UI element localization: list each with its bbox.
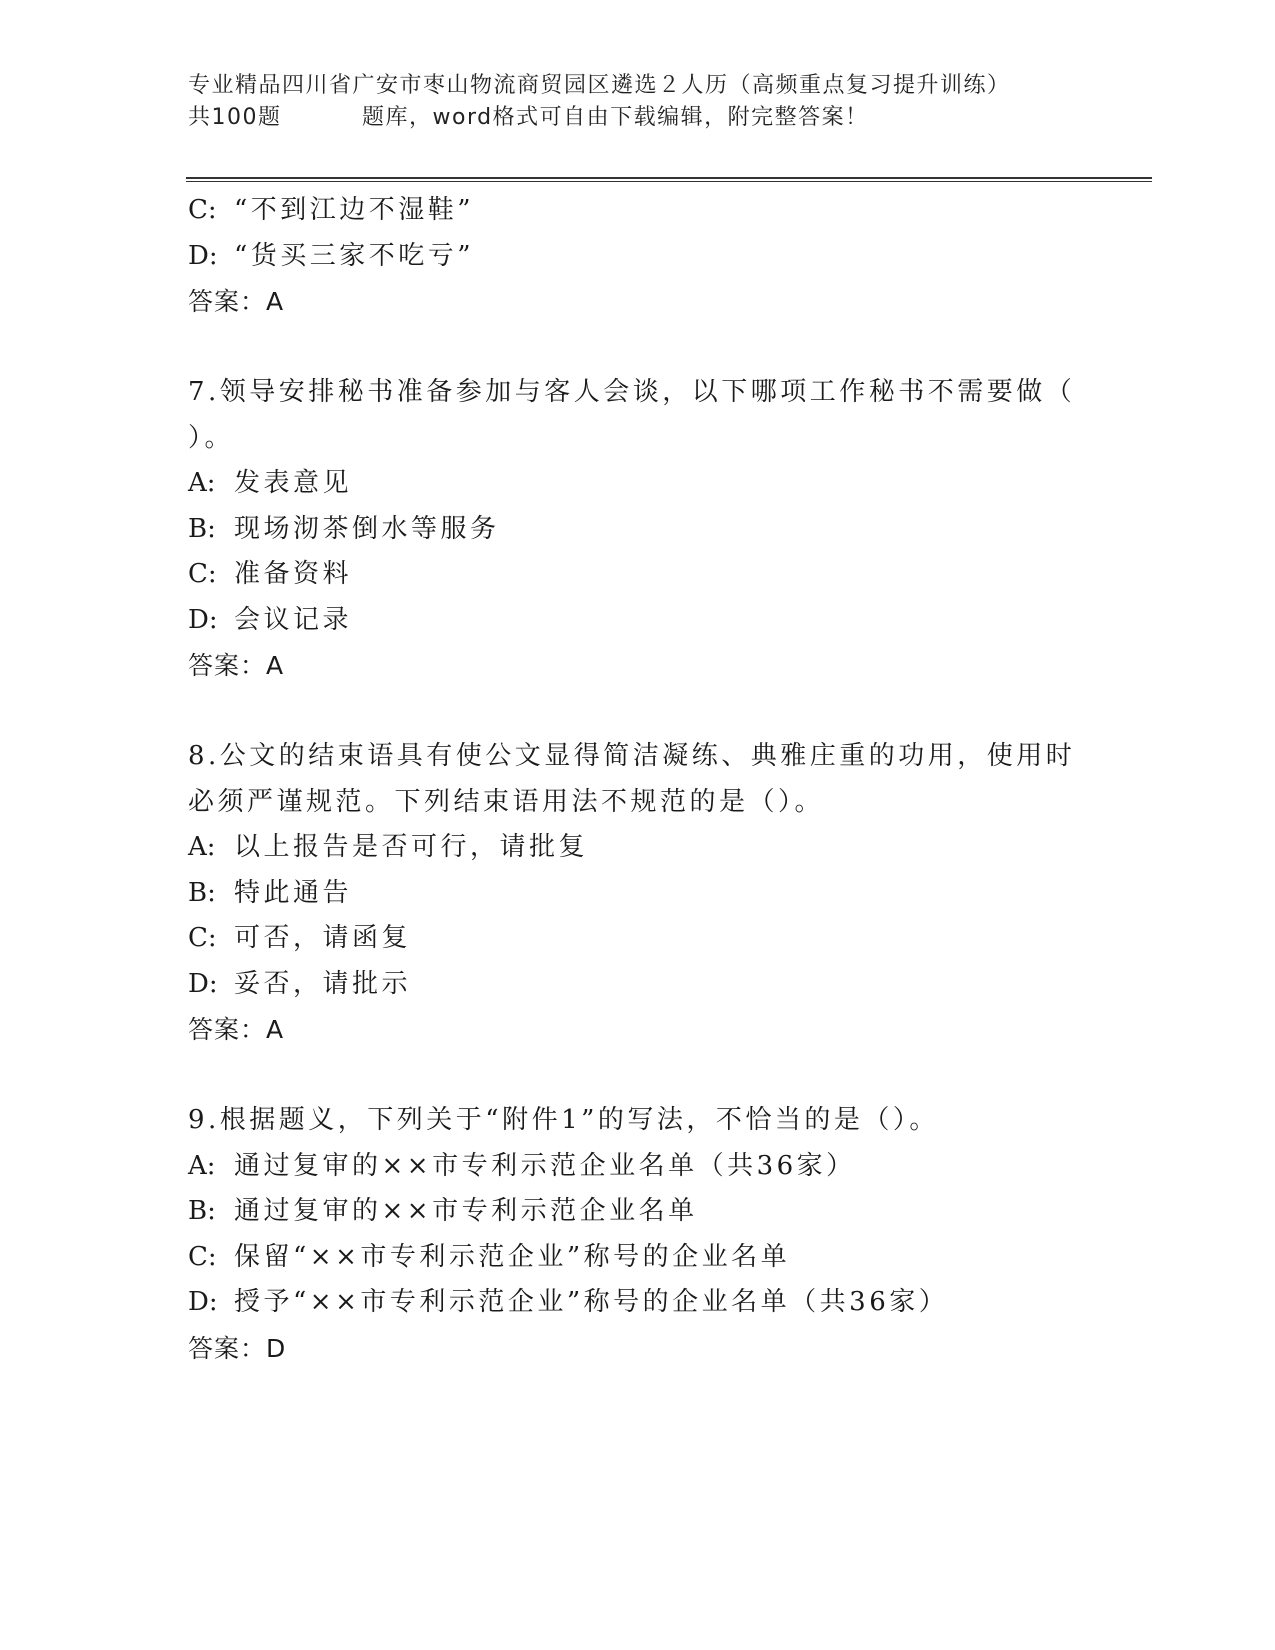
option-c: C: 保留“××市专利示范企业”称号的企业名单 xyxy=(188,1241,791,1272)
document-subtitle: 题库，word格式可自由下载编辑，附完整答案！ xyxy=(362,105,869,130)
option-d: D: 妥否，请批示 xyxy=(188,968,412,999)
question-8 xyxy=(188,734,1088,1053)
header-divider xyxy=(186,177,1152,182)
option-a: A: 以上报告是否可行，请批复 xyxy=(188,832,589,862)
option-c: C: 准备资料 xyxy=(188,559,353,589)
option-c: C: 可否，请函复 xyxy=(188,923,412,953)
option-a: A: 发表意见 xyxy=(188,468,353,498)
option-d: D: “货买三家不吃亏” xyxy=(188,240,475,271)
answer: 答案：A xyxy=(188,651,285,680)
option-c: C: “不到江边不湿鞋” xyxy=(188,195,475,225)
question-9 xyxy=(188,1098,1088,1371)
option-d: D: 会议记录 xyxy=(188,604,353,635)
answer: 答案：D xyxy=(188,1333,287,1363)
question-count: 共100题 xyxy=(188,105,282,130)
question-stem: 8.公文的结束语具有使公文显得简洁凝练、典雅庄重的功用，使用时 xyxy=(188,741,1076,771)
option-b: B: 特此通告 xyxy=(188,877,353,908)
option-d: D: 授予“××市专利示范企业”称号的企业名单（共36家） xyxy=(188,1287,949,1317)
question-stem-continued: 必须严谨规范。下列结束语用法不规范的是（）。 xyxy=(188,786,825,817)
document-subtitle-row xyxy=(188,102,1148,134)
question-6 xyxy=(188,188,1088,325)
option-a: A: 通过复审的××市专利示范企业名单（共36家） xyxy=(188,1150,856,1181)
question-7 xyxy=(188,370,1088,689)
option-b: B: 通过复审的××市专利示范企业名单 xyxy=(188,1196,698,1226)
option-b: B: 现场沏茶倒水等服务 xyxy=(188,513,500,544)
page-header xyxy=(188,70,1148,134)
answer: 答案：A xyxy=(188,1015,285,1044)
document-title: 专业精品四川省广安市枣山物流商贸园区遴选２人历（高频重点复习提升训练） xyxy=(188,73,1011,98)
question-stem-continued: ）。 xyxy=(188,422,235,453)
question-stem: 7.领导安排秘书准备参加与客人会谈，以下哪项工作秘书不需要做（ xyxy=(188,377,1076,407)
question-stem: 9.根据题义，下列关于“附件1”的写法，不恰当的是（）。 xyxy=(188,1105,939,1135)
answer: 答案：A xyxy=(188,287,285,316)
question-list xyxy=(188,188,1088,1371)
